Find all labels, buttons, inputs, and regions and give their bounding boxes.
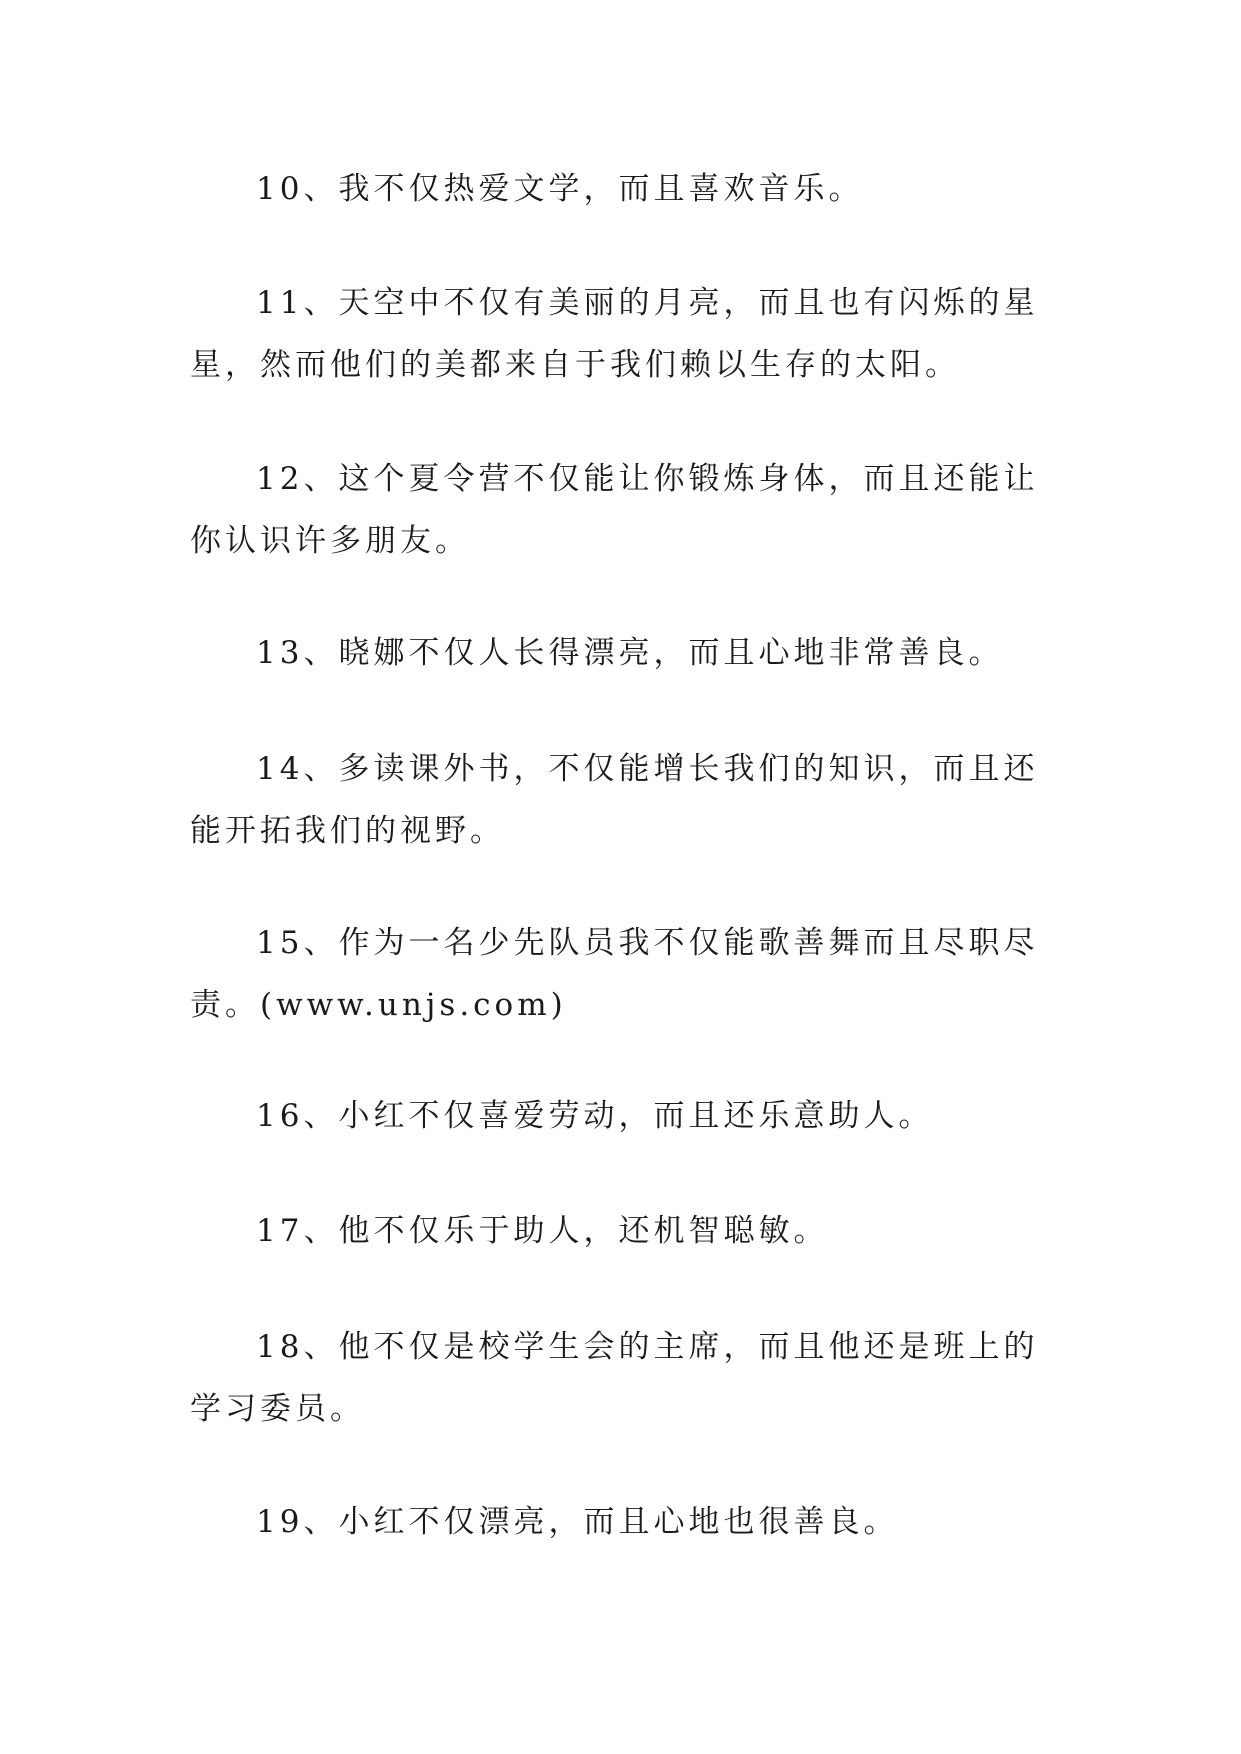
sentence-19: 19、小红不仅漂亮，而且心地也很善良。 [256,1504,899,1540]
sentence-15: 15、作为一名少先队员我不仅能歌善舞而且尽职尽责。(www.unjs.com) [190,925,1039,1023]
sentence-12: 12、这个夏令营不仅能让你锻炼身体，而且还能让你认识许多朋友。 [190,461,1039,559]
sentence-16: 16、小红不仅喜爱劳动，而且还乐意助人。 [256,1098,934,1134]
sentence-17: 17、他不仅乐于助人，还机智聪敏。 [256,1213,829,1249]
sentence-10: 10、我不仅热爱文学，而且喜欢音乐。 [256,171,864,207]
sentence-14: 14、多读课外书，不仅能增长我们的知识，而且还能开拓我们的视野。 [190,751,1039,849]
sentence-13: 13、晓娜不仅人长得漂亮，而且心地非常善良。 [256,635,1004,671]
sentence-18: 18、他不仅是校学生会的主席，而且他还是班上的学习委员。 [190,1329,1039,1427]
sentence-11: 11、天空中不仅有美丽的月亮，而且也有闪烁的星星，然而他们的美都来自于我们赖以生存的太阳。 [190,285,1039,383]
